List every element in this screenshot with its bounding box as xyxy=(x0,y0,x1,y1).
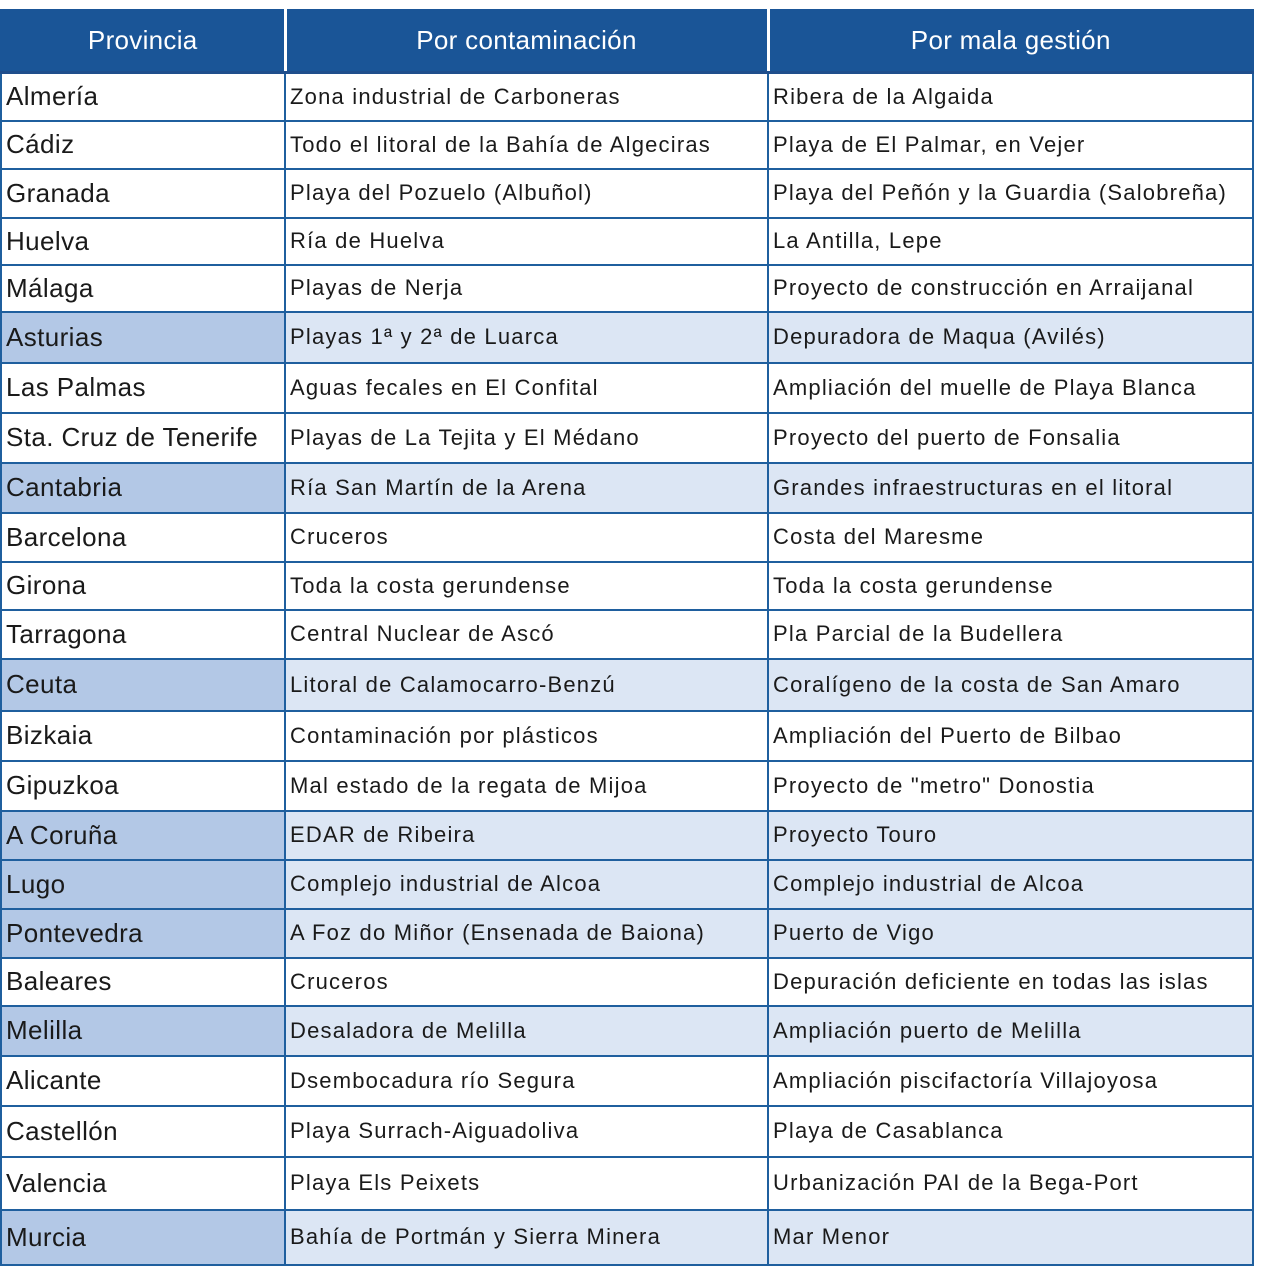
table-row xyxy=(1,1056,1253,1106)
cell-provincia: Ceuta xyxy=(1,659,285,711)
cell-gestion: Ampliación piscifactoría Villajoyosa xyxy=(768,1056,1253,1106)
cell-provincia: Almería xyxy=(1,73,285,121)
cell-gestion: Ampliación del Puerto de Bilbao xyxy=(768,711,1253,761)
cell-contaminacion: Playas de Nerja xyxy=(285,265,768,312)
cell-contaminacion: Playa Surrach-Aiguadoliva xyxy=(285,1106,768,1157)
cell-gestion: La Antilla, Lepe xyxy=(768,218,1253,265)
cell-gestion: Proyecto de construcción en Arraijanal xyxy=(768,265,1253,312)
cell-provincia: Sta. Cruz de Tenerife xyxy=(1,413,285,463)
cell-provincia: Asturias xyxy=(1,312,285,363)
cell-contaminacion: Bahía de Portmán y Sierra Minera xyxy=(285,1210,768,1265)
cell-provincia: Tarragona xyxy=(1,610,285,659)
cell-provincia: Cantabria xyxy=(1,463,285,513)
cell-provincia: Las Palmas xyxy=(1,363,285,413)
table-row xyxy=(1,659,1253,711)
cell-contaminacion: Cruceros xyxy=(285,513,768,562)
cell-contaminacion: Aguas fecales en El Confital xyxy=(285,363,768,413)
cell-gestion: Ampliación puerto de Melilla xyxy=(768,1006,1253,1056)
cell-contaminacion: Playa Els Peixets xyxy=(285,1157,768,1210)
cell-contaminacion: Central Nuclear de Ascó xyxy=(285,610,768,659)
table-row xyxy=(1,121,1253,169)
cell-gestion: Proyecto del puerto de Fonsalia xyxy=(768,413,1253,463)
table-row xyxy=(1,711,1253,761)
cell-gestion: Playa de Casablanca xyxy=(768,1106,1253,1157)
cell-gestion: Mar Menor xyxy=(768,1210,1253,1265)
column-header-gestion: Por mala gestión xyxy=(768,9,1253,73)
cell-gestion: Toda la costa gerundense xyxy=(768,562,1253,610)
table-row xyxy=(1,218,1253,265)
cell-contaminacion: Litoral de Calamocarro-Benzú xyxy=(285,659,768,711)
cell-gestion: Ampliación del muelle de Playa Blanca xyxy=(768,363,1253,413)
header-row xyxy=(1,9,1253,73)
column-header-provincia: Provincia xyxy=(1,9,285,73)
cell-gestion: Pla Parcial de la Budellera xyxy=(768,610,1253,659)
table-row xyxy=(1,312,1253,363)
table-row xyxy=(1,909,1253,958)
table-row xyxy=(1,363,1253,413)
table-row xyxy=(1,1106,1253,1157)
table-body xyxy=(1,73,1253,1265)
cell-provincia: Málaga xyxy=(1,265,285,312)
column-header-contaminacion: Por contaminación xyxy=(285,9,768,73)
cell-provincia: Cádiz xyxy=(1,121,285,169)
cell-contaminacion: Contaminación por plásticos xyxy=(285,711,768,761)
table-row xyxy=(1,513,1253,562)
cell-gestion: Playa de El Palmar, en Vejer xyxy=(768,121,1253,169)
table-row xyxy=(1,1210,1253,1265)
banderas-negras-table xyxy=(0,9,1254,1266)
cell-gestion: Grandes infraestructuras en el litoral xyxy=(768,463,1253,513)
cell-gestion: Coralígeno de la costa de San Amaro xyxy=(768,659,1253,711)
table-row xyxy=(1,73,1253,121)
cell-provincia: Barcelona xyxy=(1,513,285,562)
cell-contaminacion: Playas 1ª y 2ª de Luarca xyxy=(285,312,768,363)
table-row xyxy=(1,811,1253,860)
table-row xyxy=(1,169,1253,218)
cell-contaminacion: EDAR de Ribeira xyxy=(285,811,768,860)
cell-gestion: Proyecto de "metro" Donostia xyxy=(768,761,1253,811)
cell-provincia: Murcia xyxy=(1,1210,285,1265)
cell-gestion: Urbanización PAI de la Bega-Port xyxy=(768,1157,1253,1210)
cell-provincia: Huelva xyxy=(1,218,285,265)
cell-gestion: Proyecto Touro xyxy=(768,811,1253,860)
cell-contaminacion: Complejo industrial de Alcoa xyxy=(285,860,768,909)
cell-provincia: Melilla xyxy=(1,1006,285,1056)
cell-gestion: Puerto de Vigo xyxy=(768,909,1253,958)
cell-contaminacion: A Foz do Miñor (Ensenada de Baiona) xyxy=(285,909,768,958)
cell-provincia: Valencia xyxy=(1,1157,285,1210)
cell-contaminacion: Ría de Huelva xyxy=(285,218,768,265)
table-row xyxy=(1,413,1253,463)
cell-contaminacion: Dsembocadura río Segura xyxy=(285,1056,768,1106)
cell-provincia: Gipuzkoa xyxy=(1,761,285,811)
table-row xyxy=(1,562,1253,610)
cell-gestion: Costa del Maresme xyxy=(768,513,1253,562)
cell-contaminacion: Mal estado de la regata de Mijoa xyxy=(285,761,768,811)
cell-contaminacion: Cruceros xyxy=(285,958,768,1006)
table-row xyxy=(1,860,1253,909)
cell-contaminacion: Toda la costa gerundense xyxy=(285,562,768,610)
cell-gestion: Depuración deficiente en todas las islas xyxy=(768,958,1253,1006)
cell-provincia: Alicante xyxy=(1,1056,285,1106)
table-row xyxy=(1,958,1253,1006)
cell-contaminacion: Todo el litoral de la Bahía de Algeciras xyxy=(285,121,768,169)
cell-contaminacion: Zona industrial de Carboneras xyxy=(285,73,768,121)
cell-provincia: Bizkaia xyxy=(1,711,285,761)
cell-provincia: A Coruña xyxy=(1,811,285,860)
cell-contaminacion: Desaladora de Melilla xyxy=(285,1006,768,1056)
cell-provincia: Castellón xyxy=(1,1106,285,1157)
cell-provincia: Granada xyxy=(1,169,285,218)
cell-gestion: Playa del Peñón y la Guardia (Salobreña) xyxy=(768,169,1253,218)
table-row xyxy=(1,610,1253,659)
table-row xyxy=(1,1006,1253,1056)
cell-provincia: Baleares xyxy=(1,958,285,1006)
data-table-wrapper xyxy=(0,9,1252,1266)
table-row xyxy=(1,761,1253,811)
table-row xyxy=(1,1157,1253,1210)
cell-contaminacion: Ría San Martín de la Arena xyxy=(285,463,768,513)
cell-provincia: Lugo xyxy=(1,860,285,909)
cell-gestion: Depuradora de Maqua (Avilés) xyxy=(768,312,1253,363)
table-row xyxy=(1,463,1253,513)
cell-provincia: Pontevedra xyxy=(1,909,285,958)
cell-provincia: Girona xyxy=(1,562,285,610)
cell-gestion: Complejo industrial de Alcoa xyxy=(768,860,1253,909)
cell-gestion: Ribera de la Algaida xyxy=(768,73,1253,121)
cell-contaminacion: Playa del Pozuelo (Albuñol) xyxy=(285,169,768,218)
cell-contaminacion: Playas de La Tejita y El Médano xyxy=(285,413,768,463)
table-row xyxy=(1,265,1253,312)
